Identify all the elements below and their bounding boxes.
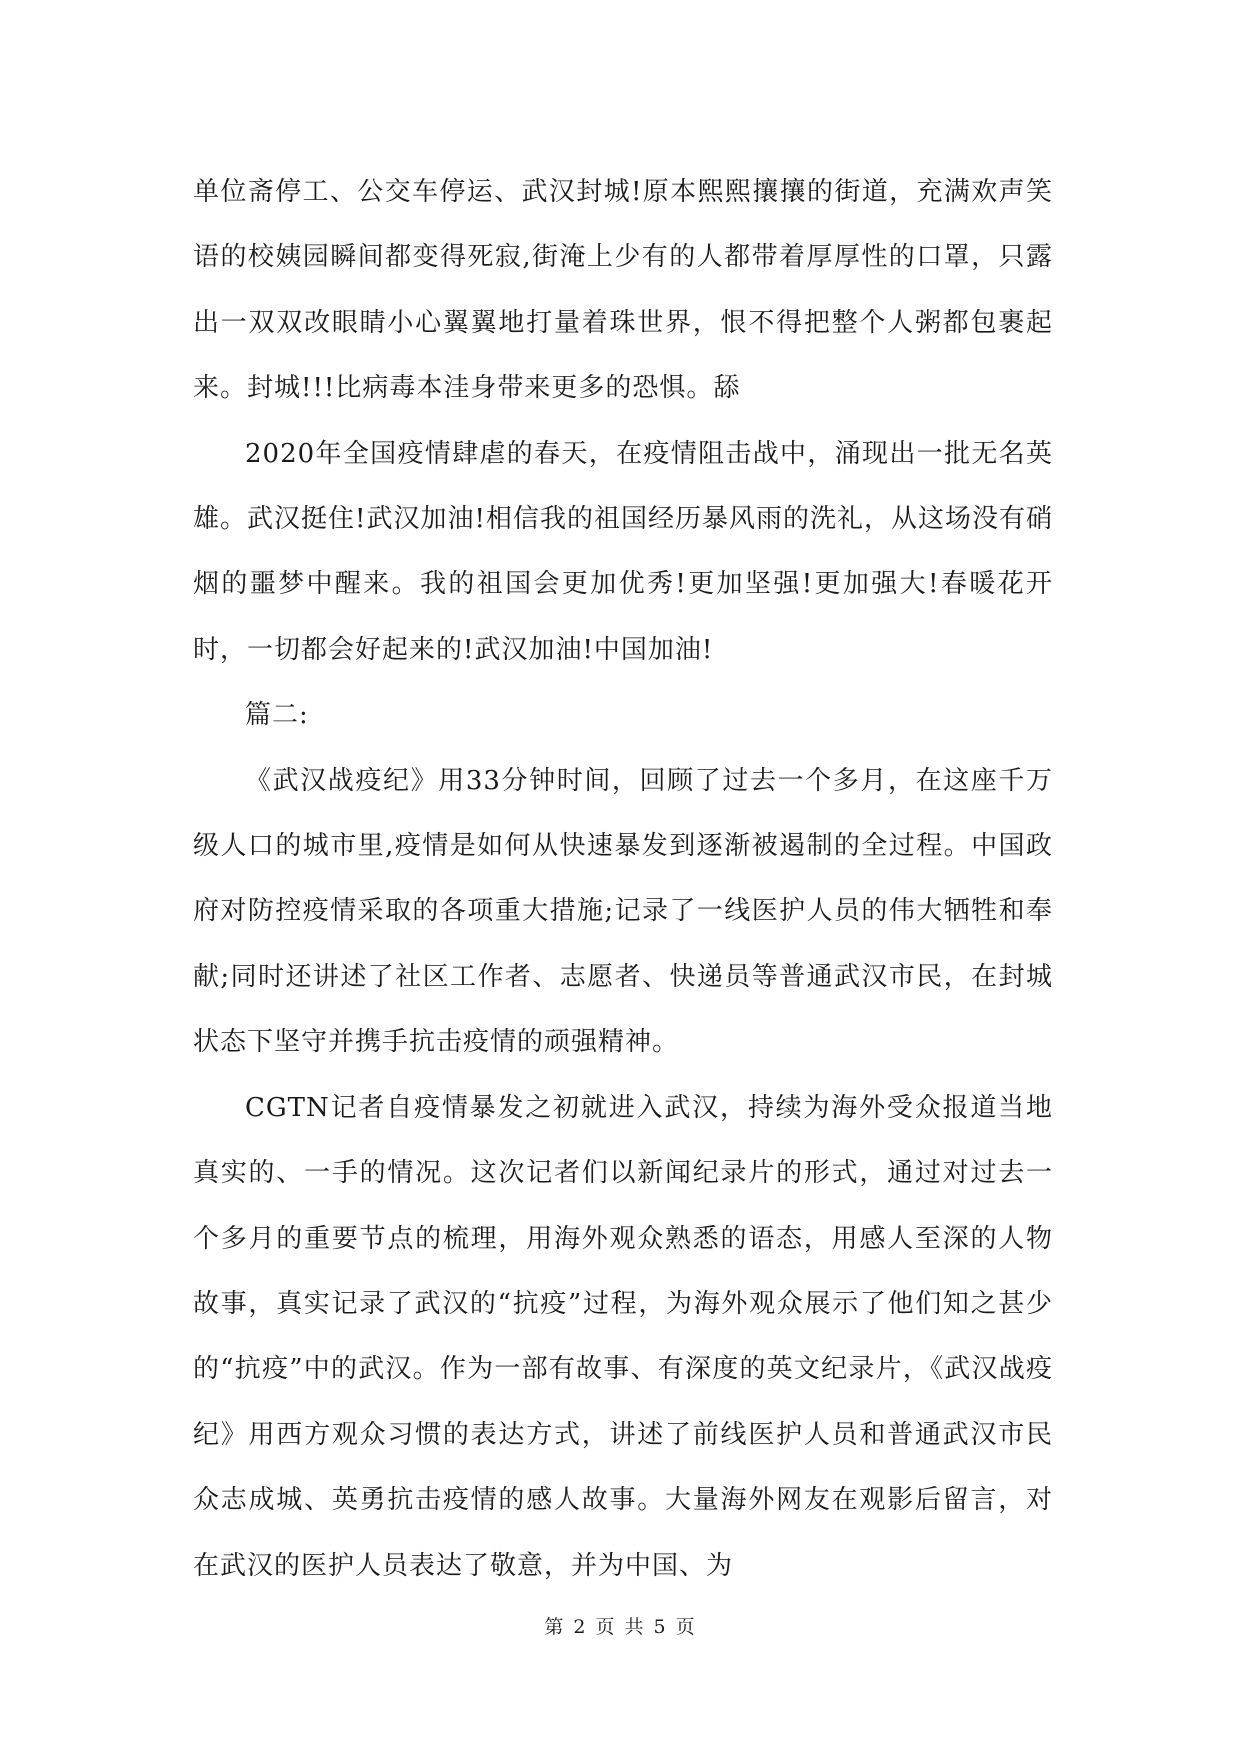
- document-body: [193, 160, 1053, 1599]
- paragraph-2: 2020年全国疫情肆虐的春天，在疫情阻击战中，涌现出一批无名英雄。武汉挺住!武汉加油!相信我的祖国经历暴风雨的洗礼，从这场没有硝烟的噩梦中醒来。我的祖国会更加优秀!更加坚强!更加强大!春暖花开时，一切都会好起来的!武汉加油!中国加油!: [193, 438, 1053, 665]
- paragraph-1: 单位斋停工、公交车停运、武汉封城!原本熙熙攘攘的街道，充满欢声笑语的校姨园瞬间都变得死寂,街淹上少有的人都带着厚厚性的口罩，只露出一双双改眼睛小心翼翼地打量着珠世界，恨不得把整个人粥都包裹起来。封城!!!比病毒本洼身带来更多的恐惧。舔: [193, 177, 1053, 404]
- paragraph-3: 《武汉战疫纪》用33分钟时间，回顾了过去一个多月，在这座千万级人口的城市里,疫情是如何从快速暴发到逐渐被遏制的全过程。中国政府对防控疫情采取的各项重大措施;记录了一线医护人员的伟大牺牲和奉献;同时还讲述了社区工作者、志愿者、快递员等普通武汉市民，在封城状态下坚守并携手抗击疫情的顽强精神。: [193, 765, 1053, 1058]
- section-heading: 篇二:: [245, 700, 309, 731]
- page-number-footer: 第 2 页 共 5 页: [544, 1616, 697, 1638]
- paragraph-4: CGTN记者自疫情暴发之初就进入武汉，持续为海外受众报道当地真实的、一手的情况。这次记者们以新闻纪录片的形式，通过对过去一个多月的重要节点的梳理，用海外观众熟悉的语态，用感人至深的人物故事，真实记录了武汉的“抗疫”过程，为海外观众展示了他们知之甚少的“抗疫”中的武汉。作为一部有故事、有深度的英文纪录片，《武汉战疫纪》用西方观众习惯的表达方式，讲述了前线医护人员和普通武汉市民众志成城、英勇抗击疫情的感人故事。大量海外网友在观影后留言，对在武汉的医护人员表达了敬意，并为中国、为: [193, 1092, 1053, 1581]
